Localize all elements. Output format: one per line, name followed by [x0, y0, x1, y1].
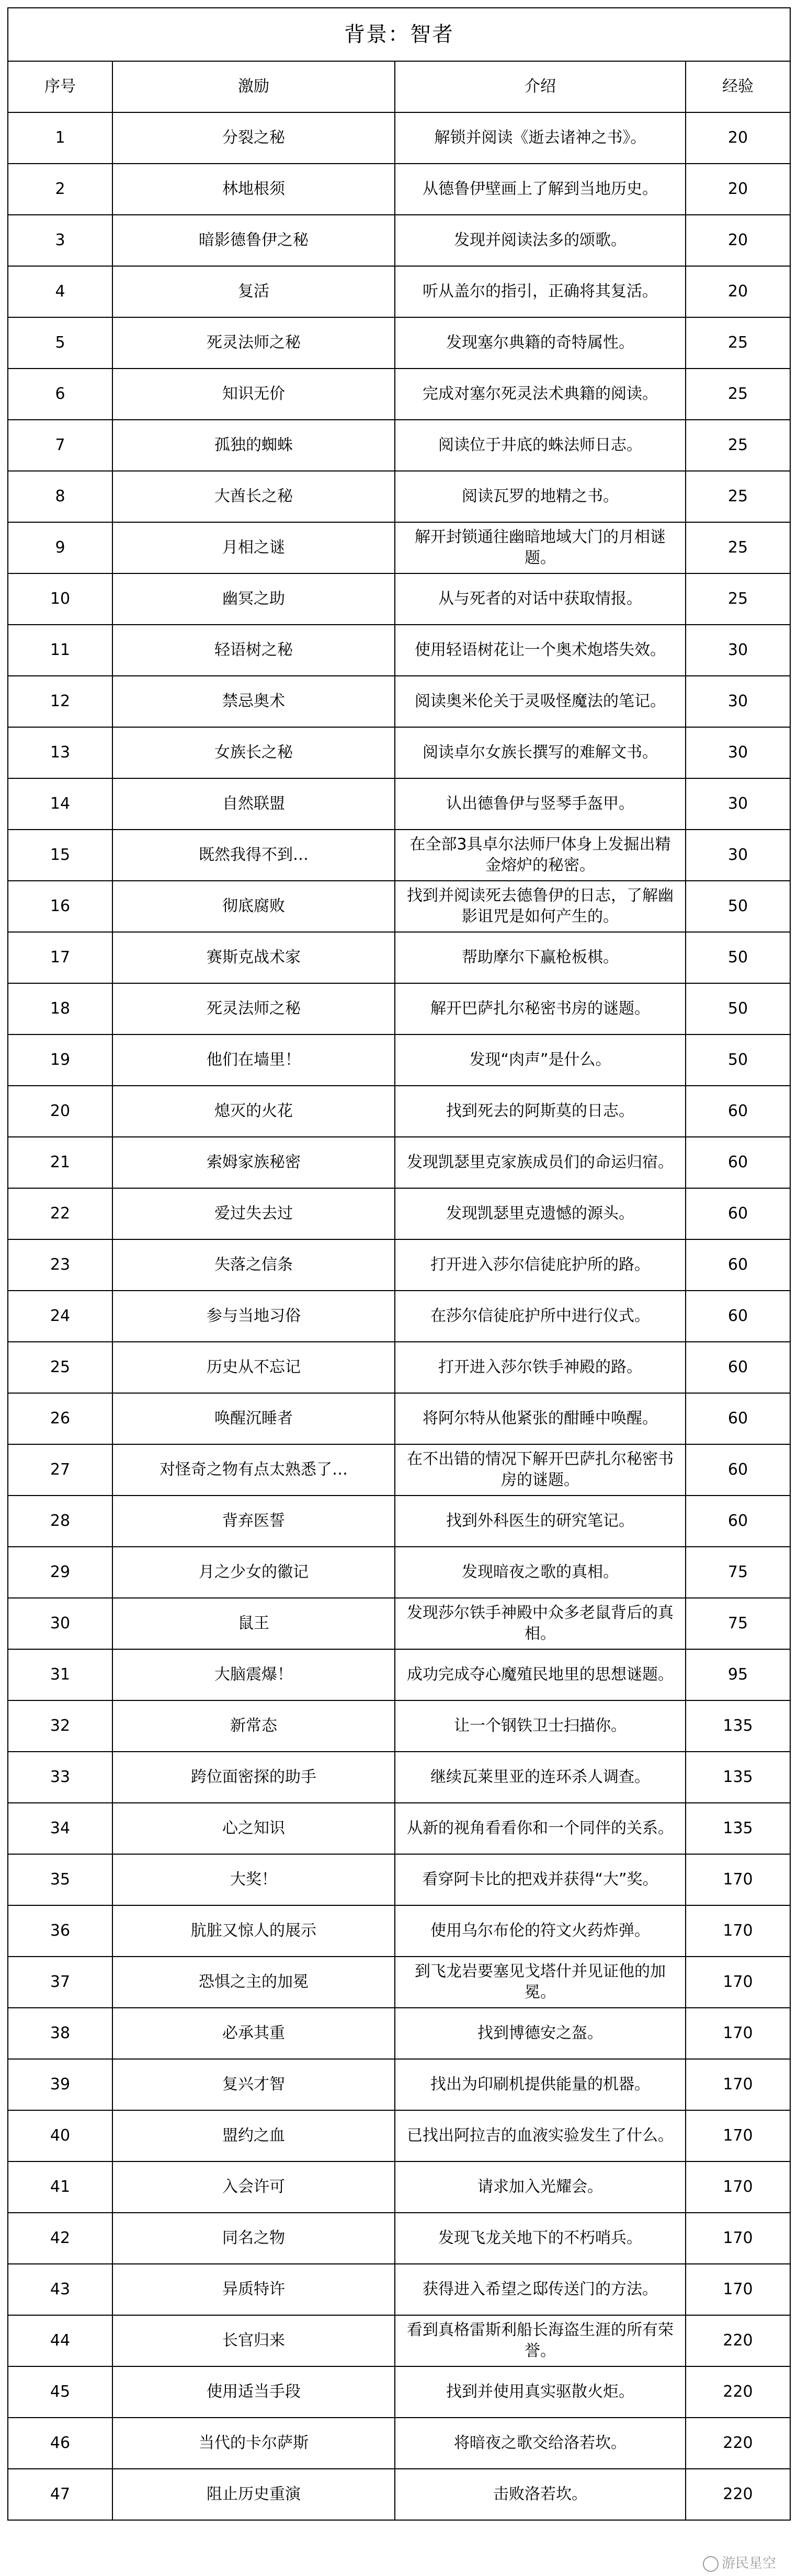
cell-no: 38: [8, 2008, 112, 2059]
cell-description: 看到真格雷斯利船长海盗生涯的所有荣誉。: [395, 2315, 686, 2366]
table-row: [8, 266, 790, 317]
table-row: [8, 1905, 790, 1957]
cell-no: 27: [8, 1444, 112, 1496]
cell-xp: 135: [686, 1700, 790, 1752]
cell-description: 解开巴萨扎尔秘密书房的谜题。: [395, 983, 686, 1034]
table-row: [8, 164, 790, 215]
cell-description: 发现莎尔铁手神殿中众多老鼠背后的真相。: [395, 1598, 686, 1649]
cell-description: 完成对塞尔死灵法术典籍的阅读。: [395, 369, 686, 420]
header-xp: 经验: [686, 61, 790, 112]
cell-achievement: 长官归来: [112, 2315, 395, 2366]
header-row: [8, 61, 790, 112]
watermark: [703, 2552, 776, 2572]
table-row: [8, 830, 790, 881]
cell-description: 阅读奥米伦关于灵吸怪魔法的笔记。: [395, 676, 686, 727]
cell-achievement: 跨位面密探的助手: [112, 1752, 395, 1803]
cell-no: 47: [8, 2469, 112, 2520]
cell-xp: 25: [686, 522, 790, 573]
cell-xp: 30: [686, 625, 790, 676]
cell-description: 成功完成夺心魔殖民地里的思想谜题。: [395, 1649, 686, 1700]
cell-description: 击败洛若坎。: [395, 2469, 686, 2520]
table-row: [8, 112, 790, 164]
cell-achievement: 分裂之秘: [112, 112, 395, 164]
cell-description: 打开进入莎尔信徒庇护所的路。: [395, 1239, 686, 1291]
cell-no: 34: [8, 1803, 112, 1854]
cell-achievement: 失落之信条: [112, 1239, 395, 1291]
cell-achievement: 必承其重: [112, 2008, 395, 2059]
cell-no: 18: [8, 983, 112, 1034]
cell-description: 已找出阿拉吉的血液实验发生了什么。: [395, 2110, 686, 2161]
title-row: [8, 8, 790, 61]
cell-xp: 50: [686, 881, 790, 932]
table-row: [8, 676, 790, 727]
cell-no: 42: [8, 2213, 112, 2264]
cell-achievement: 异质特许: [112, 2264, 395, 2315]
table-row: [8, 727, 790, 778]
cell-achievement: 知识无价: [112, 369, 395, 420]
table-row: [8, 317, 790, 369]
table-row: [8, 2315, 790, 2366]
cell-no: 9: [8, 522, 112, 573]
cell-description: 解锁并阅读《逝去诸神之书》。: [395, 112, 686, 164]
cell-description: 从新的视角看看你和一个同伴的关系。: [395, 1803, 686, 1854]
cell-xp: 75: [686, 1547, 790, 1598]
table-row: [8, 1137, 790, 1188]
cell-achievement: 彻底腐败: [112, 881, 395, 932]
cell-achievement: 恐惧之主的加冕: [112, 1957, 395, 2008]
table-row: [8, 1957, 790, 2008]
cell-description: 到飞龙岩要塞见戈塔什并见证他的加冕。: [395, 1957, 686, 2008]
cell-no: 4: [8, 266, 112, 317]
cell-achievement: 爱过失去过: [112, 1188, 395, 1239]
cell-description: 发现凯瑟里克遗憾的源头。: [395, 1188, 686, 1239]
table-row: [8, 471, 790, 522]
cell-description: 发现塞尔典籍的奇特属性。: [395, 317, 686, 369]
cell-xp: 30: [686, 676, 790, 727]
cell-description: 发现“肉声”是什么。: [395, 1034, 686, 1086]
cell-no: 46: [8, 2418, 112, 2469]
table-row: [8, 778, 790, 830]
cell-xp: 50: [686, 1034, 790, 1086]
cell-description: 找出为印刷机提供能量的机器。: [395, 2059, 686, 2110]
cell-xp: 20: [686, 112, 790, 164]
cell-xp: 60: [686, 1188, 790, 1239]
header-achievement: 激励: [112, 61, 395, 112]
cell-no: 19: [8, 1034, 112, 1086]
cell-description: 找到并使用真实驱散火炬。: [395, 2366, 686, 2418]
table-row: [8, 1803, 790, 1854]
cell-no: 36: [8, 1905, 112, 1957]
cell-achievement: 参与当地习俗: [112, 1291, 395, 1342]
cell-achievement: 背弃医誓: [112, 1496, 395, 1547]
cell-xp: 170: [686, 2161, 790, 2213]
cell-description: 发现凯瑟里克家族成员们的命运归宿。: [395, 1137, 686, 1188]
cell-xp: 20: [686, 215, 790, 266]
cell-xp: 220: [686, 2315, 790, 2366]
cell-achievement: 大酋长之秘: [112, 471, 395, 522]
table-row: [8, 1291, 790, 1342]
cell-achievement: 他们在墙里！: [112, 1034, 395, 1086]
cell-no: 24: [8, 1291, 112, 1342]
table-row: [8, 2008, 790, 2059]
cell-description: 发现暗夜之歌的真相。: [395, 1547, 686, 1598]
cell-achievement: 复活: [112, 266, 395, 317]
cell-description: 听从盖尔的指引，正确将其复活。: [395, 266, 686, 317]
cell-description: 阅读瓦罗的地精之书。: [395, 471, 686, 522]
cell-no: 39: [8, 2059, 112, 2110]
cell-achievement: 当代的卡尔萨斯: [112, 2418, 395, 2469]
table-row: [8, 1854, 790, 1905]
cell-achievement: 对怪奇之物有点太熟悉了…: [112, 1444, 395, 1496]
cell-no: 3: [8, 215, 112, 266]
cell-no: 15: [8, 830, 112, 881]
cell-xp: 170: [686, 1905, 790, 1957]
cell-achievement: 林地根须: [112, 164, 395, 215]
cell-xp: 170: [686, 2008, 790, 2059]
table-row: [8, 1086, 790, 1137]
cell-no: 23: [8, 1239, 112, 1291]
cell-no: 43: [8, 2264, 112, 2315]
cell-achievement: 女族长之秘: [112, 727, 395, 778]
cell-achievement: 大脑震爆！: [112, 1649, 395, 1700]
cell-description: 解开封锁通往幽暗地域大门的月相谜题。: [395, 522, 686, 573]
table-row: [8, 1188, 790, 1239]
cell-xp: 30: [686, 778, 790, 830]
cell-description: 打开进入莎尔铁手神殿的路。: [395, 1342, 686, 1393]
cell-xp: 60: [686, 1137, 790, 1188]
cell-xp: 30: [686, 727, 790, 778]
cell-description: 将暗夜之歌交给洛若坎。: [395, 2418, 686, 2469]
cell-description: 发现并阅读法多的颂歌。: [395, 215, 686, 266]
header-description: 介绍: [395, 61, 686, 112]
cell-achievement: 肮脏又惊人的展示: [112, 1905, 395, 1957]
cell-achievement: 赛斯克战术家: [112, 932, 395, 983]
table-row: [8, 369, 790, 420]
table-row: [8, 1342, 790, 1393]
table-row: [8, 1547, 790, 1598]
cell-no: 31: [8, 1649, 112, 1700]
cell-achievement: 新常态: [112, 1700, 395, 1752]
cell-xp: 220: [686, 2418, 790, 2469]
cell-achievement: 熄灭的火花: [112, 1086, 395, 1137]
cell-no: 32: [8, 1700, 112, 1752]
cell-achievement: 月相之谜: [112, 522, 395, 573]
table-row: [8, 2110, 790, 2161]
table-row: [8, 2366, 790, 2418]
cell-xp: 60: [686, 1239, 790, 1291]
table-row: [8, 420, 790, 471]
cell-xp: 25: [686, 471, 790, 522]
cell-xp: 60: [686, 1393, 790, 1444]
cell-description: 使用乌尔布伦的符文火药炸弹。: [395, 1905, 686, 1957]
cell-achievement: 心之知识: [112, 1803, 395, 1854]
cell-achievement: 唤醒沉睡者: [112, 1393, 395, 1444]
cell-description: 从与死者的对话中获取情报。: [395, 573, 686, 625]
cell-description: 在莎尔信徒庇护所中进行仪式。: [395, 1291, 686, 1342]
cell-no: 16: [8, 881, 112, 932]
cell-no: 11: [8, 625, 112, 676]
cell-achievement: 使用适当手段: [112, 2366, 395, 2418]
cell-no: 20: [8, 1086, 112, 1137]
cell-achievement: 既然我得不到…: [112, 830, 395, 881]
cell-xp: 170: [686, 2059, 790, 2110]
cell-achievement: 禁忌奥术: [112, 676, 395, 727]
cell-description: 阅读位于井底的蛛法师日志。: [395, 420, 686, 471]
cell-achievement: 同名之物: [112, 2213, 395, 2264]
table-row: [8, 625, 790, 676]
cell-xp: 60: [686, 1086, 790, 1137]
cell-xp: 20: [686, 164, 790, 215]
table-row: [8, 215, 790, 266]
cell-achievement: 月之少女的徽记: [112, 1547, 395, 1598]
cell-description: 找到外科医生的研究笔记。: [395, 1496, 686, 1547]
table-row: [8, 2469, 790, 2520]
cell-achievement: 鼠王: [112, 1598, 395, 1649]
cell-no: 37: [8, 1957, 112, 2008]
cell-achievement: 复兴才智: [112, 2059, 395, 2110]
table-row: [8, 1752, 790, 1803]
cell-xp: 25: [686, 573, 790, 625]
cell-xp: 135: [686, 1803, 790, 1854]
achievement-sheet: [7, 7, 790, 2521]
cell-xp: 50: [686, 932, 790, 983]
table-row: [8, 2059, 790, 2110]
cell-description: 继续瓦莱里亚的连环杀人调查。: [395, 1752, 686, 1803]
cell-achievement: 幽冥之助: [112, 573, 395, 625]
table-row: [8, 2161, 790, 2213]
cell-achievement: 孤独的蜘蛛: [112, 420, 395, 471]
cell-achievement: 死灵法师之秘: [112, 983, 395, 1034]
watermark-icon: [703, 2556, 719, 2572]
table-row: [8, 983, 790, 1034]
table-row: [8, 932, 790, 983]
cell-xp: 60: [686, 1342, 790, 1393]
cell-no: 1: [8, 112, 112, 164]
cell-no: 33: [8, 1752, 112, 1803]
table-row: [8, 881, 790, 932]
cell-description: 找到博德安之盔。: [395, 2008, 686, 2059]
cell-xp: 220: [686, 2366, 790, 2418]
cell-description: 获得进入希望之邸传送门的方法。: [395, 2264, 686, 2315]
cell-xp: 75: [686, 1598, 790, 1649]
table-row: [8, 573, 790, 625]
cell-no: 12: [8, 676, 112, 727]
cell-description: 找到并阅读死去德鲁伊的日志，了解幽影诅咒是如何产生的。: [395, 881, 686, 932]
cell-no: 7: [8, 420, 112, 471]
cell-description: 在全部3具卓尔法师尸体身上发掘出精金熔炉的秘密。: [395, 830, 686, 881]
cell-achievement: 死灵法师之秘: [112, 317, 395, 369]
cell-achievement: 历史从不忘记: [112, 1342, 395, 1393]
cell-achievement: 阻止历史重演: [112, 2469, 395, 2520]
table-row: [8, 1444, 790, 1496]
cell-achievement: 盟约之血: [112, 2110, 395, 2161]
cell-xp: 60: [686, 1291, 790, 1342]
cell-no: 41: [8, 2161, 112, 2213]
cell-description: 从德鲁伊壁画上了解到当地历史。: [395, 164, 686, 215]
cell-xp: 20: [686, 266, 790, 317]
table-row: [8, 2418, 790, 2469]
table-row: [8, 1598, 790, 1649]
cell-achievement: 暗影德鲁伊之秘: [112, 215, 395, 266]
cell-no: 22: [8, 1188, 112, 1239]
cell-description: 使用轻语树花让一个奥术炮塔失效。: [395, 625, 686, 676]
cell-xp: 170: [686, 1957, 790, 2008]
cell-no: 8: [8, 471, 112, 522]
cell-description: 认出德鲁伊与竖琴手盔甲。: [395, 778, 686, 830]
cell-xp: 170: [686, 2264, 790, 2315]
table-row: [8, 522, 790, 573]
cell-achievement: 大奖！: [112, 1854, 395, 1905]
table-row: [8, 2213, 790, 2264]
cell-no: 25: [8, 1342, 112, 1393]
watermark-text: 游民星空: [721, 2556, 776, 2571]
achievement-table: [7, 7, 791, 2521]
cell-no: 35: [8, 1854, 112, 1905]
cell-description: 找到死去的阿斯莫的日志。: [395, 1086, 686, 1137]
cell-description: 在不出错的情况下解开巴萨扎尔秘密书房的谜题。: [395, 1444, 686, 1496]
table-row: [8, 1393, 790, 1444]
cell-no: 17: [8, 932, 112, 983]
table-row: [8, 1700, 790, 1752]
cell-description: 阅读卓尔女族长撰写的难解文书。: [395, 727, 686, 778]
cell-no: 28: [8, 1496, 112, 1547]
cell-no: 29: [8, 1547, 112, 1598]
cell-achievement: 索姆家族秘密: [112, 1137, 395, 1188]
cell-xp: 60: [686, 1444, 790, 1496]
table-row: [8, 1034, 790, 1086]
table-title: 背景：智者: [8, 8, 790, 61]
cell-xp: 60: [686, 1496, 790, 1547]
cell-no: 2: [8, 164, 112, 215]
cell-no: 14: [8, 778, 112, 830]
cell-no: 10: [8, 573, 112, 625]
cell-description: 看穿阿卡比的把戏并获得“大”奖。: [395, 1854, 686, 1905]
cell-description: 帮助摩尔下赢枪板棋。: [395, 932, 686, 983]
cell-xp: 135: [686, 1752, 790, 1803]
cell-xp: 25: [686, 369, 790, 420]
cell-no: 6: [8, 369, 112, 420]
cell-no: 5: [8, 317, 112, 369]
header-no: 序号: [8, 61, 112, 112]
cell-xp: 50: [686, 983, 790, 1034]
table-row: [8, 1649, 790, 1700]
cell-description: 将阿尔特从他紧张的酣睡中唤醒。: [395, 1393, 686, 1444]
cell-xp: 220: [686, 2469, 790, 2520]
cell-xp: 170: [686, 2213, 790, 2264]
cell-xp: 30: [686, 830, 790, 881]
cell-achievement: 自然联盟: [112, 778, 395, 830]
cell-no: 13: [8, 727, 112, 778]
table-row: [8, 1496, 790, 1547]
cell-description: 发现飞龙关地下的不朽哨兵。: [395, 2213, 686, 2264]
cell-xp: 25: [686, 317, 790, 369]
cell-no: 26: [8, 1393, 112, 1444]
cell-xp: 95: [686, 1649, 790, 1700]
cell-description: 请求加入光耀会。: [395, 2161, 686, 2213]
cell-no: 44: [8, 2315, 112, 2366]
cell-xp: 170: [686, 1854, 790, 1905]
cell-no: 40: [8, 2110, 112, 2161]
cell-description: 让一个钢铁卫士扫描你。: [395, 1700, 686, 1752]
table-row: [8, 1239, 790, 1291]
cell-xp: 25: [686, 420, 790, 471]
cell-achievement: 入会许可: [112, 2161, 395, 2213]
cell-xp: 170: [686, 2110, 790, 2161]
cell-achievement: 轻语树之秘: [112, 625, 395, 676]
cell-no: 21: [8, 1137, 112, 1188]
cell-no: 30: [8, 1598, 112, 1649]
table-row: [8, 2264, 790, 2315]
cell-no: 45: [8, 2366, 112, 2418]
